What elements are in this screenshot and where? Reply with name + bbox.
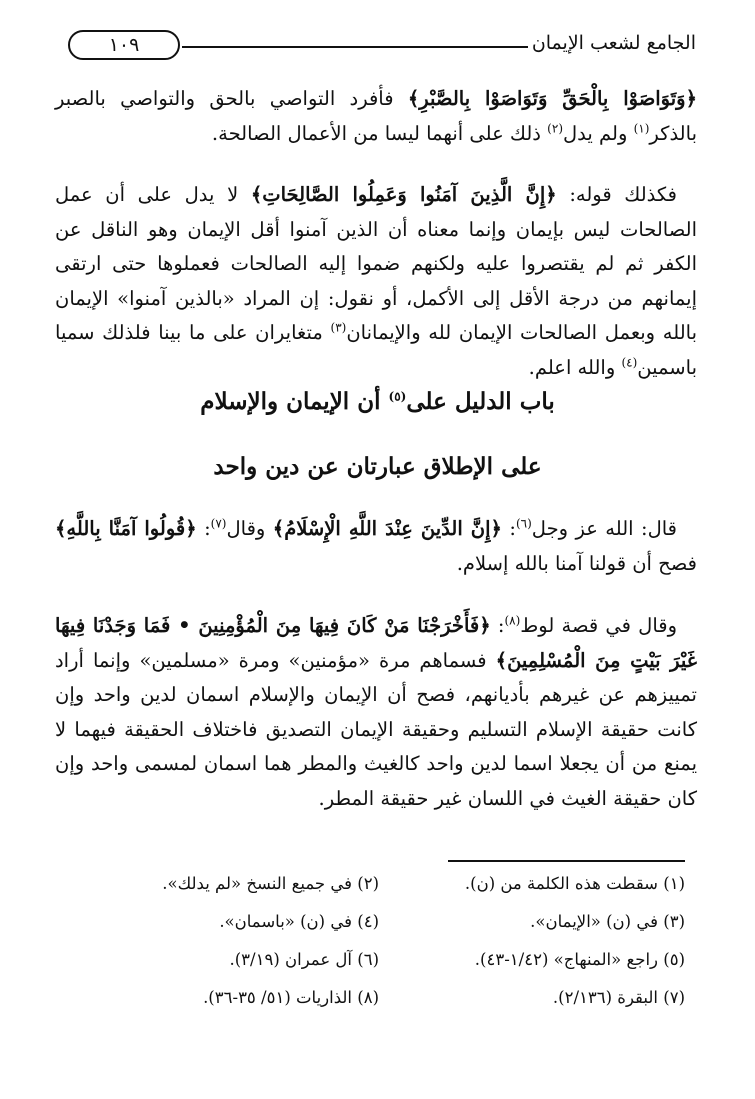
footnote-ref: (٥): [388, 389, 407, 404]
running-header: [60, 28, 696, 68]
colon: :: [509, 517, 516, 540]
paragraph-text: لا يدل على أن عمل الصالحات ليس بإيمان وإنما معناه أن الذين آمنوا أقل الإيمان وهو الناقل عن الكفر ثم لم يقتصروا عليه ولكنهم ضموا إليه الصالحات فعملوها حتى ارتقى إيمانهم من درجة الأقل إلى الأكمل، أو نقول: إن المراد «بالذين آمنوا» الإيمان بالله وبعمل الصالحات الإيمان لله والإيمانان: [55, 183, 698, 344]
quran-verse: ﴿إِنَّ الدِّينَ عِنْدَ اللَّهِ الْإِسْلَامُ﴾: [272, 517, 502, 540]
paragraph-3: [55, 512, 697, 581]
footnote: (٤) في (ن) «باسمان».: [219, 912, 379, 931]
footnote-ref: (١): [633, 121, 650, 135]
footnote-ref: (٤): [621, 355, 638, 369]
heading-text: باب الدليل على: [406, 388, 555, 415]
footnote: (٨) الذاريات (٥١/ ٣٥-٣٦).: [203, 988, 379, 1007]
footnote-ref: (٣): [330, 320, 347, 335]
footnote-row: [73, 988, 685, 1026]
paragraph-text: ولم يدل: [563, 121, 628, 145]
header-rule: [182, 46, 528, 48]
footnote-ref: (٨): [504, 613, 521, 628]
header-title: الجامع لشعب الإيمان: [531, 32, 696, 54]
paragraph-text: فسماهم مرة «مؤمنين» ومرة «مسلمين» وإنما أراد تمييزهم عن غيرهم بأديانهم، فصح أن الإيمان والإسلام اسمان لدين واحد وإن كانت حقيقة الإسلام التسليم وحقيقة الإيمان التصديق فاختلاف الحقيقة فيهما لا يمنع من أن يجعلا اسما لدين واحد كالغيث والمطر هما اسمان لمسمى واحد وإن كان حقيقة الغيث في اللسان غير حقيقة المطر.: [55, 648, 697, 810]
quran-verse: ﴿إِنَّ الَّذِينَ آمَنُوا وَعَمِلُوا الصَّالِحَاتِ﴾: [250, 183, 557, 206]
footnote-ref: (٢): [547, 121, 563, 135]
colon: :: [204, 517, 211, 540]
paragraph-text: متغايران على ما بينا فلذلك سميا باسمين: [55, 321, 697, 379]
heading-text: أن الإيمان والإسلام: [200, 388, 381, 415]
footnote-row: [73, 950, 685, 988]
quran-verse: ﴿قُولُوا آمَنَّا بِاللَّهِ﴾: [55, 517, 197, 540]
paragraph-1: [55, 82, 697, 151]
footnote: (١) سقطت هذه الكلمة من (ن).: [464, 874, 685, 893]
footnote: (٢) في جميع النسخ «لم يدلك».: [162, 874, 379, 893]
footnote-separator: [448, 860, 685, 862]
chapter-heading: [0, 388, 755, 415]
chapter-subheading: على الإطلاق عبارتان عن دين واحد: [213, 453, 542, 480]
paragraph-text: فأفرد التواصي بالحق والتواصي بالصبر بالذكر: [55, 87, 697, 145]
paragraph-text: والله اعلم.: [528, 355, 616, 379]
footnotes: [73, 874, 685, 1026]
paragraph-4: [55, 609, 697, 816]
paragraph-text: قال: الله عز وجل: [531, 517, 677, 540]
footnote: (٥) راجع «المنهاج» (١/٤٢-٤٣).: [474, 950, 685, 969]
paragraph-text: فكذلك قوله:: [569, 183, 677, 206]
paragraph-text: وقال في قصة لوط: [520, 614, 677, 637]
footnote: (٧) البقرة (٢/١٣٦).: [552, 988, 685, 1007]
quran-verse: ﴿فَأَخْرَجْنَا مَنْ كَانَ فِيهَا مِنَ الْمُؤْمِنِينَ • فَمَا وَجَدْنَا فِيهَا غَيْرَ بَيْتٍ مِنَ الْمُسْلِمِينَ﴾: [55, 614, 698, 672]
page-number: ١٠٩: [68, 30, 180, 60]
colon: :: [497, 614, 505, 637]
footnote-ref: (٦): [515, 516, 532, 531]
footnote: (٦) آل عمران (٣/١٩).: [229, 950, 379, 969]
quran-verse: ﴿وَتَوَاصَوْا بِالْحَقِّ وَتَوَاصَوْا بِالصَّبْرِ﴾: [407, 87, 698, 110]
paragraph-text: وقال: [226, 517, 266, 540]
footnote: (٣) في (ن) «الإيمان».: [530, 912, 685, 931]
footnote-row: [73, 912, 685, 950]
paragraph-text: ذلك على أنهما ليسا من الأعمال الصالحة.: [211, 121, 541, 145]
paragraph-2: [55, 178, 697, 385]
footnote-ref: (٧): [210, 516, 227, 531]
paragraph-text: فصح أن قولنا آمنا بالله إسلام.: [456, 551, 697, 575]
footnote-row: [73, 874, 685, 912]
